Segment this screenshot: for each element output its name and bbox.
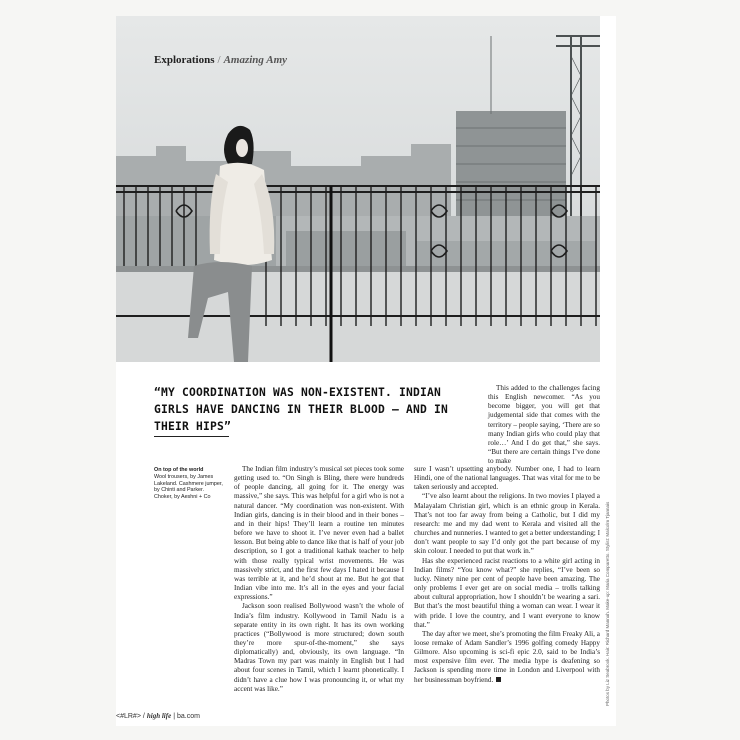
paragraph-text: The day after we meet, she’s promoting the film Freaky Ali, a loose remake of Adam Sandler’s 1996 golfing comedy Happy Gilmore. Also upcoming is sci-fi epic 2.0, said to be India’s most expensive film ever. The media hype is deafening so Jackson is spending more time in London and Liverpool with her businessman boyfriend. (414, 629, 600, 684)
paragraph: Jackson soon realised Bollywood wasn’t the whole of India’s film industry. Kollywood in Tamil Nadu is a separate entity in its own right. It has its own working practices (“Bollywood is more structured; down south they’re more spur-of-the-moment,” she says diplomatically) and, obviously, its own language. “In Madras Town my part was mainly in English but I had about four scenes in Tamil, which I learnt phonetically. I didn’t have a clue how I was pronouncing it, or what my accent was like.” (234, 602, 404, 693)
footer-brand: high life (146, 712, 172, 720)
quote-rule (154, 436, 229, 437)
paragraph: “I’ve also learnt about the religions. In two movies I played a Malayalam Christian girl, which is an ethnic group in Kerala. That’s not too far away from being a Catholic, but I did my research: me and my dad went to Kerala and visited all the churches and nunneries. I wanted to get a better understanding; I don’t want people to say I’d only got the part because of my skin colour. I needed to put that work in.” (414, 492, 600, 556)
paragraph: The Indian film industry’s musical set pieces took some getting used to. “On Singh is Bling, there were hundreds of people dancing, all going for it. The energy was massive,” she says. This was helpful for a girl who is not a natural dancer. “My coordination was non-existent. With Indian girls, dancing is in their blood and in their bones – and in their hips! They’ll learn a routine ten minutes before we have to shoot it. I’ve never even had a ballet lesson. But being able to dance like that is half of your job description, so I got a traditional kathak teacher to help with those really typical wrist movements. He was massively strict, and the first few days I hated it because I was terrible at it, and he’d shout at me. But he got that Indian vibe into me. It’s all in the eyes and your facial expressions.” (234, 465, 404, 602)
section-header (154, 54, 287, 66)
header-divider: / (217, 54, 221, 66)
paragraph (414, 630, 600, 685)
photo-credits: Photos by Liz Seabrook. Hair: Richard Mannah. Make-up: Maria Comparetto. Stylist: Malcolm Tjannais (605, 501, 610, 706)
caption-title: On top of the world (154, 467, 204, 473)
section-label: Explorations (154, 54, 215, 66)
pull-quote: “MY COORDINATION WAS NON-EXISTENT. INDIAN GIRLS HAVE DANCING IN THEIR BLOOD – AND IN THEIR HIPS” (154, 386, 449, 433)
article-column-2 (414, 465, 600, 685)
footer-site-link[interactable]: ba.com (177, 713, 200, 720)
footer-divider: | (173, 713, 176, 720)
paragraph: sure I wasn’t upsetting anybody. Number one, I had to learn Hindi, one of the national languages. That was vital for me to be taken seriously and accepted. (414, 465, 600, 492)
photo-illustration (116, 16, 600, 362)
cover-photo (116, 16, 600, 362)
page-footer (116, 712, 200, 720)
magazine-page (116, 16, 616, 726)
end-mark-icon (496, 677, 501, 682)
footer-logo: <#LR#> (116, 713, 141, 720)
paragraph: This added to the challenges facing this English newcomer. “As you become bigger, you will get that judgemental side that comes with the territory – people saying, ‘There are so many Indian girls who could play that role…’ And I do get that,” she says. “But there are certain things I’ve done to make (488, 384, 600, 466)
article-column-1 (234, 465, 404, 694)
article-column-3 (488, 384, 600, 466)
caption-body: Wool trousers, by James Lakeland. Cashmere jumper, by Chinti and Parker. Choker, by Aeshni + Co (154, 473, 223, 501)
footer-divider: / (142, 713, 145, 720)
paragraph: Has she experienced racist reactions to a white girl acting in Indian films? “You know what?” she replies, “I’ve been so lucky. Ninety nine per cent of people have been amazing. The only problems I ever get are on social media – trolls talking about cultural appropriation, how I shouldn’t be wearing a sari. But that’s the most beautiful thing a woman can wear. I wear it with pride. I love the country, and I want everyone to know that.” (414, 556, 600, 629)
subsection-label: Amazing Amy (223, 54, 288, 66)
photo-caption (154, 467, 224, 501)
